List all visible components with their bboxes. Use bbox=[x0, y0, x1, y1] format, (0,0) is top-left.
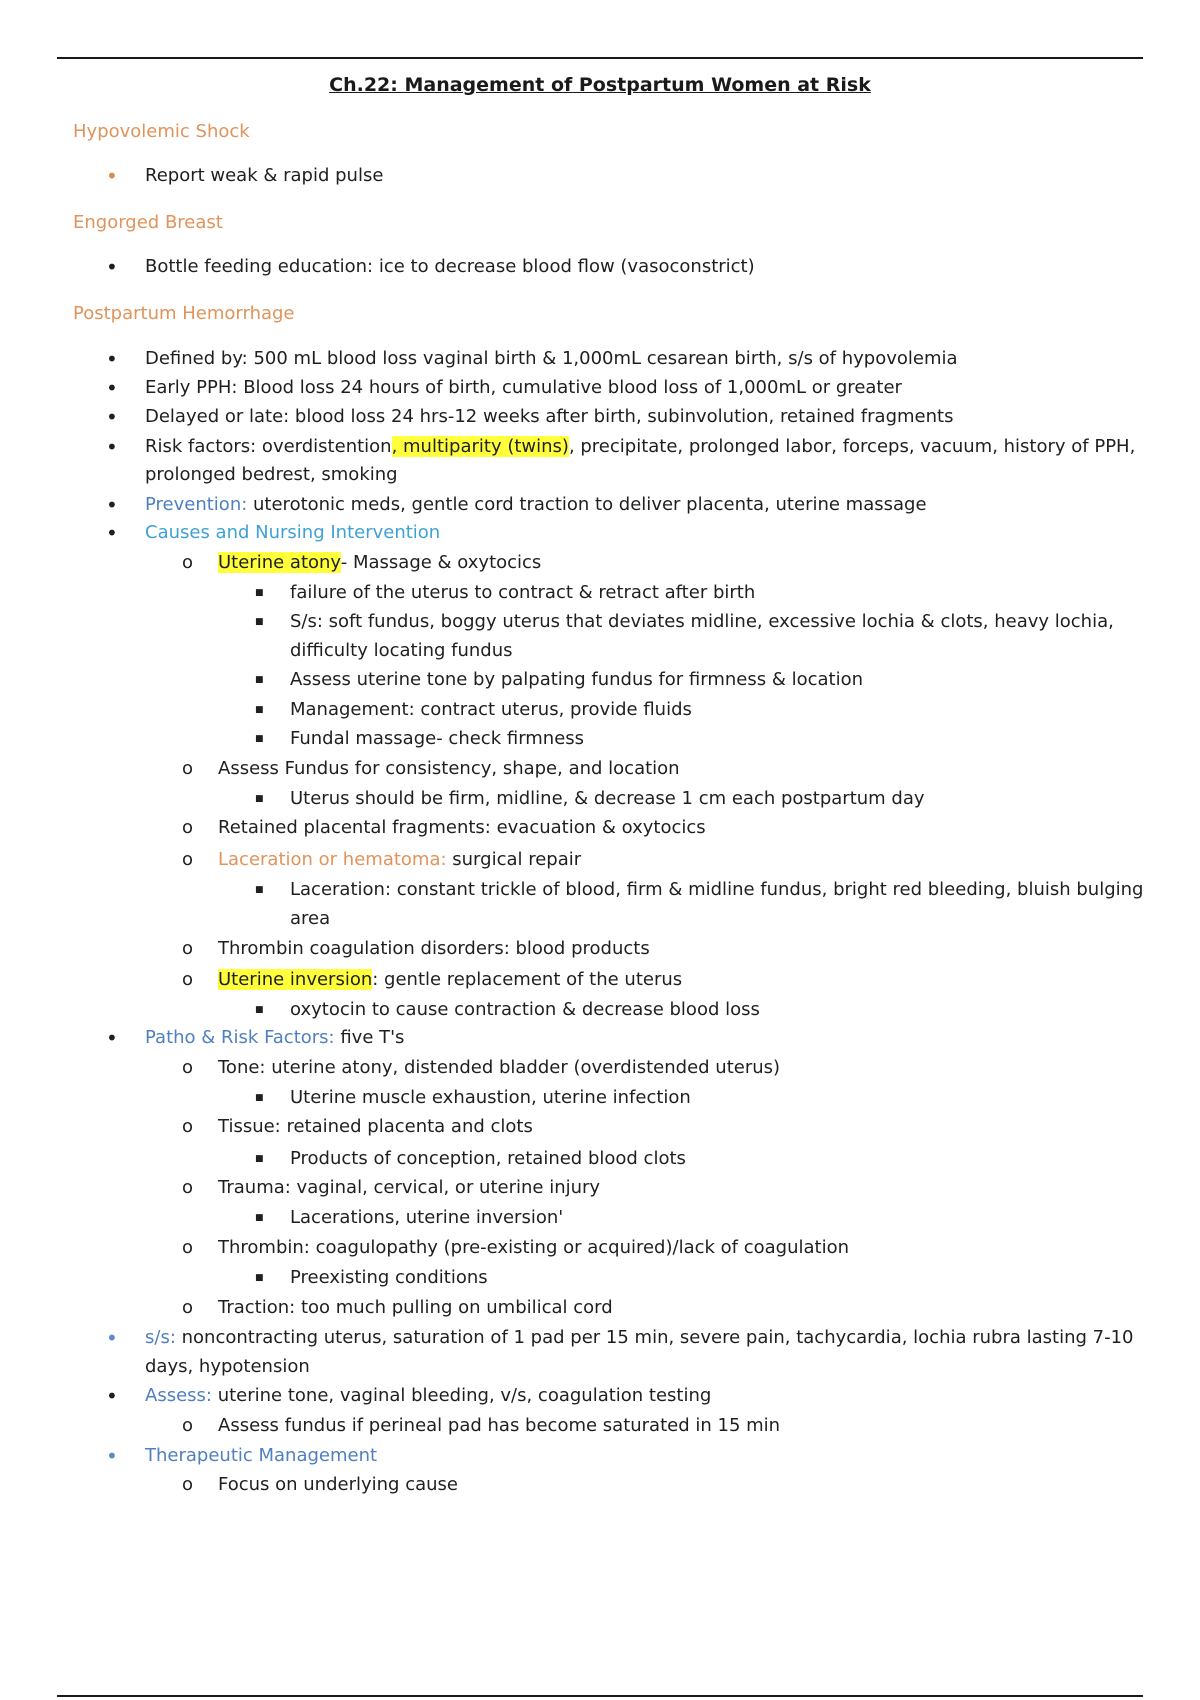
assess-label: Assess: bbox=[145, 1385, 212, 1406]
list-item-patho bbox=[145, 1024, 404, 1052]
list-item-continuation: prolonged bedrest, smoking bbox=[145, 464, 398, 485]
laceration-text: surgical repair bbox=[446, 849, 582, 870]
list-item-continuation: days, hypotension bbox=[145, 1356, 310, 1377]
list-item: Tissue: retained placenta and clots bbox=[218, 1116, 533, 1137]
list-item: Fundal massage- check firmness bbox=[290, 728, 585, 749]
list-item: S/s: soft fundus, boggy uterus that deviates midline, excessive lochia & clots, heavy lochia, bbox=[290, 611, 1114, 632]
list-item: Traction: too much pulling on umbilical cord bbox=[218, 1297, 613, 1318]
inversion-text: : gentle replacement of the uterus bbox=[372, 969, 683, 990]
list-item: Assess Fundus for consistency, shape, and location bbox=[218, 758, 680, 779]
therapeutic-label: Therapeutic Management bbox=[145, 1445, 378, 1466]
assess-text: uterine tone, vaginal bleeding, v/s, coagulation testing bbox=[211, 1385, 712, 1406]
bullet-icon: • bbox=[106, 376, 118, 400]
sub-bullet-icon: o bbox=[182, 1474, 194, 1495]
bullet-icon: • bbox=[106, 347, 118, 371]
list-item-uterine-inversion bbox=[218, 966, 682, 994]
bullet-icon: • bbox=[106, 164, 118, 188]
risk-highlight: , multiparity (twins) bbox=[391, 436, 569, 457]
sub-bullet-icon: o bbox=[182, 817, 194, 838]
bottom-rule bbox=[57, 1695, 1143, 1697]
bullet-icon: • bbox=[106, 405, 118, 429]
page-title: Ch.22: Management of Postpartum Women at Risk bbox=[329, 74, 871, 96]
list-item: Focus on underlying cause bbox=[218, 1474, 458, 1495]
bullet-icon: • bbox=[106, 1444, 118, 1468]
ss-label: s/s: bbox=[145, 1327, 176, 1348]
sub-bullet-icon: o bbox=[182, 969, 194, 990]
list-item: Trauma: vaginal, cervical, or uterine injury bbox=[218, 1177, 601, 1198]
atony-highlight: Uterine atony bbox=[218, 552, 341, 573]
list-item: Assess uterine tone by palpating fundus for firmness & location bbox=[290, 669, 864, 690]
sub-bullet-icon: o bbox=[182, 552, 194, 573]
square-bullet-icon: ■ bbox=[255, 675, 264, 685]
list-item-assess bbox=[145, 1382, 711, 1410]
list-item-signs-symptoms bbox=[145, 1324, 1134, 1352]
list-item: Thrombin: coagulopathy (pre-existing or acquired)/lack of coagulation bbox=[218, 1237, 850, 1258]
sub-bullet-icon: o bbox=[182, 1177, 194, 1198]
square-bullet-icon: ■ bbox=[255, 794, 264, 804]
list-item: Report weak & rapid pulse bbox=[145, 165, 384, 186]
sub-bullet-icon: o bbox=[182, 1057, 194, 1078]
square-bullet-icon: ■ bbox=[255, 1093, 264, 1103]
list-item: Defined by: 500 mL blood loss vaginal birth & 1,000mL cesarean birth, s/s of hypovolemia bbox=[145, 348, 958, 369]
heading-postpartum-hemorrhage: Postpartum Hemorrhage bbox=[73, 303, 295, 324]
list-item-continuation: area bbox=[290, 908, 331, 929]
list-item: Delayed or late: blood loss 24 hrs-12 weeks after birth, subinvolution, retained fragments bbox=[145, 406, 954, 427]
patho-label: Patho & Risk Factors: bbox=[145, 1027, 335, 1048]
list-item-continuation: difficulty locating fundus bbox=[290, 640, 513, 661]
list-item: Products of conception, retained blood clots bbox=[290, 1148, 686, 1169]
list-item: Thrombin coagulation disorders: blood products bbox=[218, 938, 650, 959]
square-bullet-icon: ■ bbox=[255, 705, 264, 715]
patho-text: five T's bbox=[334, 1027, 405, 1048]
bullet-icon: • bbox=[106, 521, 118, 545]
sub-bullet-icon: o bbox=[182, 938, 194, 959]
bullet-icon: • bbox=[106, 435, 118, 459]
sub-bullet-icon: o bbox=[182, 849, 194, 870]
list-item: Uterine muscle exhaustion, uterine infection bbox=[290, 1087, 691, 1108]
square-bullet-icon: ■ bbox=[255, 1213, 264, 1223]
laceration-label: Laceration or hematoma: bbox=[218, 849, 447, 870]
bullet-icon: • bbox=[106, 255, 118, 279]
list-item-uterine-atony bbox=[218, 549, 541, 577]
square-bullet-icon: ■ bbox=[255, 885, 264, 895]
bullet-icon: • bbox=[106, 1026, 118, 1050]
atony-text: - Massage & oxytocics bbox=[340, 552, 542, 573]
list-item: Bottle feeding education: ice to decrease blood flow (vasoconstrict) bbox=[145, 256, 755, 277]
risk-text: Risk factors: overdistention bbox=[145, 436, 392, 457]
square-bullet-icon: ■ bbox=[255, 617, 264, 627]
square-bullet-icon: ■ bbox=[255, 1273, 264, 1283]
ss-text: noncontracting uterus, saturation of 1 pad per 15 min, severe pain, tachycardia, lochia rubra lasting 7-10 bbox=[175, 1327, 1134, 1348]
sub-bullet-icon: o bbox=[182, 1297, 194, 1318]
list-item-prevention bbox=[145, 491, 927, 519]
list-item: Management: contract uterus, provide fluids bbox=[290, 699, 692, 720]
bullet-icon: • bbox=[106, 1326, 118, 1350]
list-item: Retained placental fragments: evacuation & oxytocics bbox=[218, 817, 706, 838]
square-bullet-icon: ■ bbox=[255, 734, 264, 744]
sub-bullet-icon: o bbox=[182, 1237, 194, 1258]
square-bullet-icon: ■ bbox=[255, 1154, 264, 1164]
list-item-risk-factors bbox=[145, 433, 1135, 461]
bullet-icon: • bbox=[106, 493, 118, 517]
heading-engorged-breast: Engorged Breast bbox=[73, 212, 223, 233]
list-item: Lacerations, uterine inversion' bbox=[290, 1207, 564, 1228]
heading-hypovolemic-shock: Hypovolemic Shock bbox=[73, 121, 250, 142]
sub-bullet-icon: o bbox=[182, 1116, 194, 1137]
prevention-text: uterotonic meds, gentle cord traction to deliver placenta, uterine massage bbox=[247, 494, 927, 515]
risk-text-cont: , precipitate, prolonged labor, forceps, vacuum, history of PPH, bbox=[568, 436, 1136, 457]
sub-bullet-icon: o bbox=[182, 1415, 194, 1436]
list-item: Uterus should be firm, midline, & decrease 1 cm each postpartum day bbox=[290, 788, 925, 809]
list-item: Early PPH: Blood loss 24 hours of birth, cumulative blood loss of 1,000mL or greater bbox=[145, 377, 902, 398]
causes-label: Causes and Nursing Intervention bbox=[145, 522, 441, 543]
bullet-icon: • bbox=[106, 1384, 118, 1408]
square-bullet-icon: ■ bbox=[255, 1005, 264, 1015]
list-item: failure of the uterus to contract & retract after birth bbox=[290, 582, 756, 603]
list-item: Laceration: constant trickle of blood, firm & midline fundus, bright red bleeding, bluish bulging bbox=[290, 879, 1144, 900]
list-item: Tone: uterine atony, distended bladder (overdistended uterus) bbox=[218, 1057, 781, 1078]
square-bullet-icon: ■ bbox=[255, 588, 264, 598]
prevention-label: Prevention: bbox=[145, 494, 248, 515]
list-item: Preexisting conditions bbox=[290, 1267, 488, 1288]
inversion-highlight: Uterine inversion bbox=[218, 969, 373, 990]
list-item-laceration bbox=[218, 846, 581, 874]
sub-bullet-icon: o bbox=[182, 758, 194, 779]
top-rule bbox=[57, 57, 1143, 59]
list-item: oxytocin to cause contraction & decrease blood loss bbox=[290, 999, 760, 1020]
list-item: Assess fundus if perineal pad has become saturated in 15 min bbox=[218, 1415, 781, 1436]
